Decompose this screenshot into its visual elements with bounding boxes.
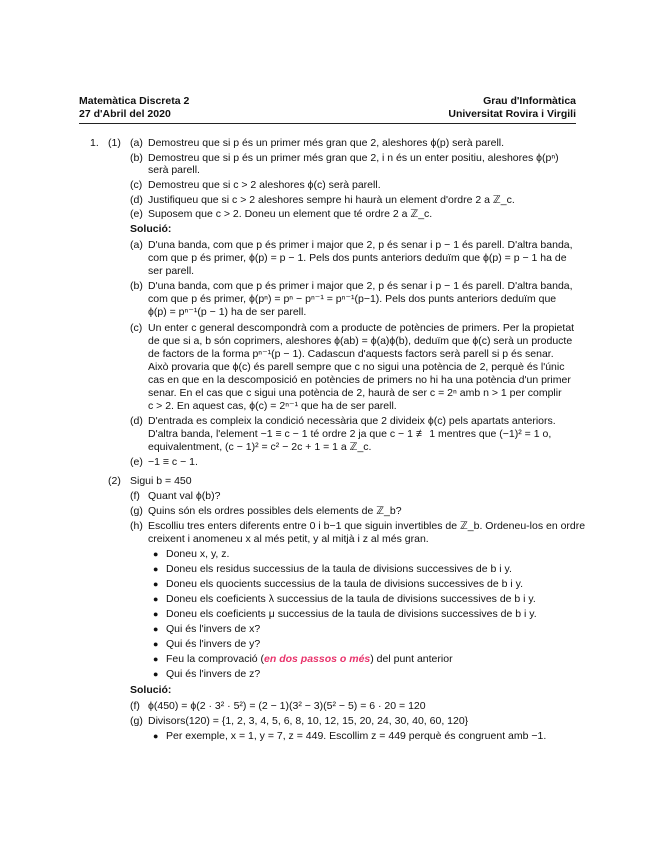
part-2-intro: Sigui b = 450 (130, 475, 192, 487)
s-a-line-3: ser parell. (148, 265, 195, 277)
s-e-tag: (e) (130, 456, 143, 468)
q-a-text: Demostreu que si p és un primer més gran que 2, aleshores ϕ(p) serà parell. (148, 137, 505, 149)
bullet-check-item (166, 653, 453, 666)
bullet-marker: ● (153, 731, 159, 741)
bullet-marker: ● (153, 564, 159, 574)
s-d-line-3: equivalentment, (c − 1)² = c² − 2c + 1 = 1 a ℤ_c. (148, 441, 372, 453)
s-b-line-3: ϕ(p) = pⁿ⁻¹(p − 1) ha de ser parell. (148, 306, 307, 318)
bullet-item: Doneu els coeficients μ successius de la taula de divisions successives de b i y. (166, 608, 537, 620)
q-b-text-2: serà parell. (148, 164, 200, 176)
bullet-item: Qui és l'invers de x? (166, 623, 261, 635)
q-f-tag: (f) (130, 490, 140, 502)
q-c-text: Demostreu que si c > 2 aleshores ϕ(c) serà parell. (148, 179, 381, 191)
s-d-tag: (d) (130, 415, 143, 427)
part-1-tag: (1) (108, 137, 121, 149)
q-e-tag: (e) (130, 208, 143, 220)
bullet-marker: ● (153, 654, 159, 664)
bullet-check-highlight: en dos passos o més (264, 653, 371, 665)
q-h-line-1: Escolliu tres enters diferents entre 0 i b−1 que siguin invertibles de ℤ_b. Ordeneu-los en ordre (148, 520, 586, 532)
bullet-item: Qui és l'invers de z? (166, 668, 261, 680)
s-c-line-1: Un enter c general descompondrà com a producte de potències de primers. Per la propietat (148, 322, 575, 334)
part-2-tag: (2) (108, 475, 121, 487)
s-g-text: Divisors(120) = {1, 2, 3, 4, 5, 6, 8, 10, 12, 15, 20, 24, 30, 40, 60, 120} (148, 715, 469, 727)
header-rule (79, 123, 576, 124)
s-d-line-1: D'entrada es compleix la condició necessària que 2 divideix ϕ(c) pels apartats anteriors. (148, 415, 556, 427)
degree-name: Grau d'Informàtica (483, 95, 576, 107)
s-g-tag: (g) (130, 715, 143, 727)
s-f-tag: (f) (130, 700, 140, 712)
s-c-line-4: Això provaria que ϕ(c) és parell sempre que c no sigui una potència de 2, perquè és l'únic (148, 361, 565, 373)
exam-date: 27 d'Abril del 2020 (79, 108, 171, 120)
bullet-item: Doneu els residus successius de la taula de divisions successives de b i y. (166, 563, 512, 575)
q-h-tag: (h) (130, 520, 143, 532)
bullet-marker: ● (153, 609, 159, 619)
bullet-item: Doneu els quocients successius de la taula de divisions successives de b i y. (166, 578, 523, 590)
q-h-line-2: creixent i anomeneu x al més petit, y al mitjà i z al més gran. (148, 533, 429, 545)
problem-number: 1. (90, 137, 99, 149)
s-c-line-2: de que si a, b són coprimers, aleshores ϕ(ab) = ϕ(a)ϕ(b), deduïm que ϕ(c) serà un producte (148, 335, 573, 347)
s-c-tag: (c) (130, 322, 143, 334)
q-d-text: Justifiqueu que si c > 2 aleshores sempre hi haurà un element d'ordre 2 a ℤ_c. (148, 194, 515, 206)
q-e-text: Suposem que c > 2. Doneu un element que té ordre 2 a ℤ_c. (148, 208, 433, 220)
q-b-text: Demostreu que si p és un primer més gran que 2, i n és un enter positiu, aleshores ϕ(pⁿ) (148, 152, 559, 164)
s-d-line-2: D'altra banda, l'element −1 ≡ c − 1 té ordre 2 ja que c − 1 ≢ 1 mentres que (−1)² = 1 o, (148, 428, 552, 440)
final-bullet: Per exemple, x = 1, y = 7, z = 449. Escollim z = 449 perquè és congruent amb −1. (166, 730, 547, 742)
q-f-text: Quant val ϕ(b)? (148, 490, 221, 502)
q-g-tag: (g) (130, 505, 143, 517)
s-f-text: ϕ(450) = ϕ(2 · 3² · 5²) = (2 − 1)(3² − 3)(5² − 5) = 6 · 20 = 120 (148, 700, 426, 712)
s-b-tag: (b) (130, 280, 143, 292)
s-b-line-1: D'una banda, com que p és primer i major que 2, p és senar i p − 1 és parell. D'altra banda, (148, 280, 573, 292)
s-a-line-1: D'una banda, com que p és primer i major que 2, p és senar i p − 1 és parell. D'altra banda, (148, 239, 573, 251)
bullet-item: Doneu els coeficients λ successius de la taula de divisions successives de b i y. (166, 593, 536, 605)
bullet-check-pre: Feu la comprovació ( (166, 653, 265, 665)
s-c-line-3: de factors de la forma pⁿ⁻¹(p − 1). Cadascun d'aquests factors serà parell si p és senar. (148, 348, 554, 360)
course-title: Matemàtica Discreta 2 (79, 95, 190, 107)
s-e-text: −1 ≡ c − 1. (148, 456, 198, 468)
bullet-marker: ● (153, 594, 159, 604)
university-name: Universitat Rovira i Virgili (448, 108, 576, 120)
q-a-tag: (a) (130, 137, 143, 149)
q-d-tag: (d) (130, 194, 143, 206)
q-b-tag: (b) (130, 152, 143, 164)
q-c-tag: (c) (130, 179, 143, 191)
bullet-marker: ● (153, 669, 159, 679)
bullet-check-post: ) del punt anterior (370, 653, 453, 665)
q-g-text: Quins són els ordres possibles dels elements de ℤ_b? (148, 505, 402, 517)
s-a-line-2: com que p és primer, ϕ(p) = p − 1. Pels dos punts anteriors deduïm que ϕ(p) = p − 1 ha de (148, 252, 567, 264)
s-c-line-5: cas en que en la descomposició en potències de primers no hi ha una potència d'un primer (148, 374, 571, 386)
bullet-marker: ● (153, 639, 159, 649)
bullet-marker: ● (153, 579, 159, 589)
bullet-marker: ● (153, 549, 159, 559)
bullet-marker: ● (153, 624, 159, 634)
bullet-item: Qui és l'invers de y? (166, 638, 261, 650)
solution-heading-2: Solució: (130, 684, 172, 696)
header-left (79, 95, 189, 121)
bullet-item: Doneu x, y, z. (166, 548, 230, 560)
solution-heading-1: Solució: (130, 223, 172, 235)
s-b-line-2: com que p és primer, ϕ(pⁿ) = pⁿ − pⁿ⁻¹ = pⁿ⁻¹(p−1). Pels dos punts anteriors deduïm que (148, 293, 557, 305)
s-a-tag: (a) (130, 239, 143, 251)
s-c-line-7: c > 2. En aquest cas, ϕ(c) = 2ⁿ⁻¹ que ha de ser parell. (148, 400, 397, 412)
s-c-line-6: senar. En el cas que c sigui una potència de 2, haurà de ser c = 2ⁿ amb n > 1 per complir (148, 387, 562, 399)
header-right (448, 95, 576, 121)
